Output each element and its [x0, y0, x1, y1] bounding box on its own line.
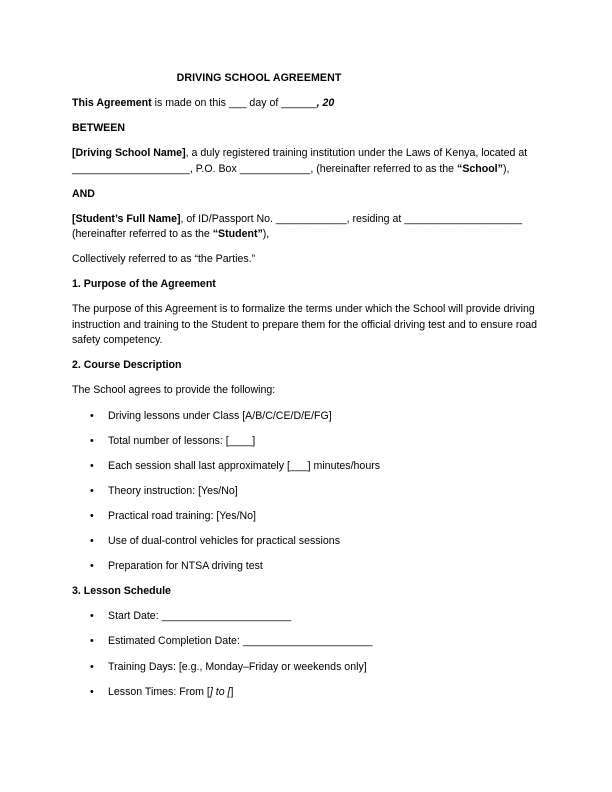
lesson-times-prefix: Lesson Times: From [: [108, 685, 210, 698]
section1-heading: 1. Purpose of the Agreement: [72, 278, 216, 291]
student-line2-end: ),: [262, 228, 270, 241]
list-item: [72, 685, 544, 700]
list-item: [72, 484, 544, 499]
bullet-icon: •: [90, 660, 94, 673]
and-heading: AND: [72, 187, 95, 200]
bullet-icon: •: [90, 535, 94, 548]
bullet-icon: •: [90, 635, 94, 648]
list-item-text: Each session shall last approximately [___] minutes/hours: [108, 459, 381, 472]
list-item-text: Theory instruction: [Yes/No]: [108, 484, 238, 497]
intro-lead: This Agreement: [72, 97, 152, 109]
school-party: [72, 146, 544, 177]
list-item: [72, 559, 544, 574]
intro-text: is made on this ___ day of ______: [151, 97, 317, 109]
list-item: [72, 434, 544, 449]
list-item: [72, 534, 544, 549]
bullet-icon: •: [90, 509, 94, 522]
list-item-text: Preparation for NTSA driving test: [108, 560, 263, 573]
lesson-times-suffix: ]: [230, 685, 234, 698]
list-item-text: Practical road training: [Yes/No]: [108, 509, 256, 522]
student-line1: , of ID/Passport No. ____________, residing at ____________________: [180, 212, 523, 225]
agreement-intro: [72, 96, 544, 111]
student-name: [Student’s Full Name]: [72, 212, 181, 225]
bullet-icon: •: [90, 610, 94, 623]
bullet-icon: •: [90, 459, 94, 472]
school-line2: ____________________, P.O. Box ____________, (hereinafter referred to as the: [72, 162, 458, 175]
list-item: [72, 634, 544, 649]
list-item-text: Start Date: ______________________: [108, 610, 292, 623]
list-item: [72, 509, 544, 524]
student-ref: “Student”: [212, 228, 263, 241]
course-list: [72, 409, 544, 575]
document-title: DRIVING SCHOOL AGREEMENT: [176, 72, 342, 84]
bullet-icon: •: [90, 484, 94, 497]
student-line2: (hereinafter referred to as the: [72, 228, 213, 241]
school-line1: , a duly registered training institution under the Laws of Kenya, located at: [185, 147, 528, 160]
section3-heading: 3. Lesson Schedule: [72, 585, 171, 598]
school-ref: “School”: [457, 162, 503, 175]
between-heading: BETWEEN: [72, 122, 125, 135]
bullet-icon: •: [90, 560, 94, 573]
list-item-text: Training Days: [e.g., Monday–Friday or weekends only]: [108, 660, 367, 673]
list-item-text: Total number of lessons: [____]: [108, 434, 256, 447]
list-item: [72, 409, 544, 424]
list-item-text: Estimated Completion Date: ______________________: [108, 635, 373, 648]
list-item-text: Use of dual-control vehicles for practical sessions: [108, 535, 340, 548]
lesson-times-italic: ] to [: [209, 685, 231, 698]
school-name: [Driving School Name]: [72, 147, 186, 160]
bullet-icon: •: [90, 434, 94, 447]
list-item: [72, 609, 544, 624]
bullet-icon: •: [90, 685, 94, 698]
student-party: [72, 212, 544, 243]
list-item: [72, 459, 544, 474]
list-item: [72, 660, 544, 675]
section2-heading: 2. Course Description: [72, 359, 182, 372]
bullet-icon: •: [90, 409, 94, 422]
list-item-text: Driving lessons under Class [A/B/C/CE/D/E/FG]: [108, 409, 332, 422]
collectively-text: Collectively referred to as “the Parties.”: [72, 253, 256, 266]
section1-body: The purpose of this Agreement is to formalize the terms under which the School will provide driving instruction and training to the Student to prepare them for the official driving test and to ensure road safety competency.: [72, 303, 538, 347]
schedule-list: [72, 609, 544, 700]
section2-intro: The School agrees to provide the following:: [72, 384, 276, 397]
document-body: [72, 96, 544, 710]
intro-year: , 20: [316, 97, 335, 109]
school-line2-end: ),: [502, 162, 510, 175]
